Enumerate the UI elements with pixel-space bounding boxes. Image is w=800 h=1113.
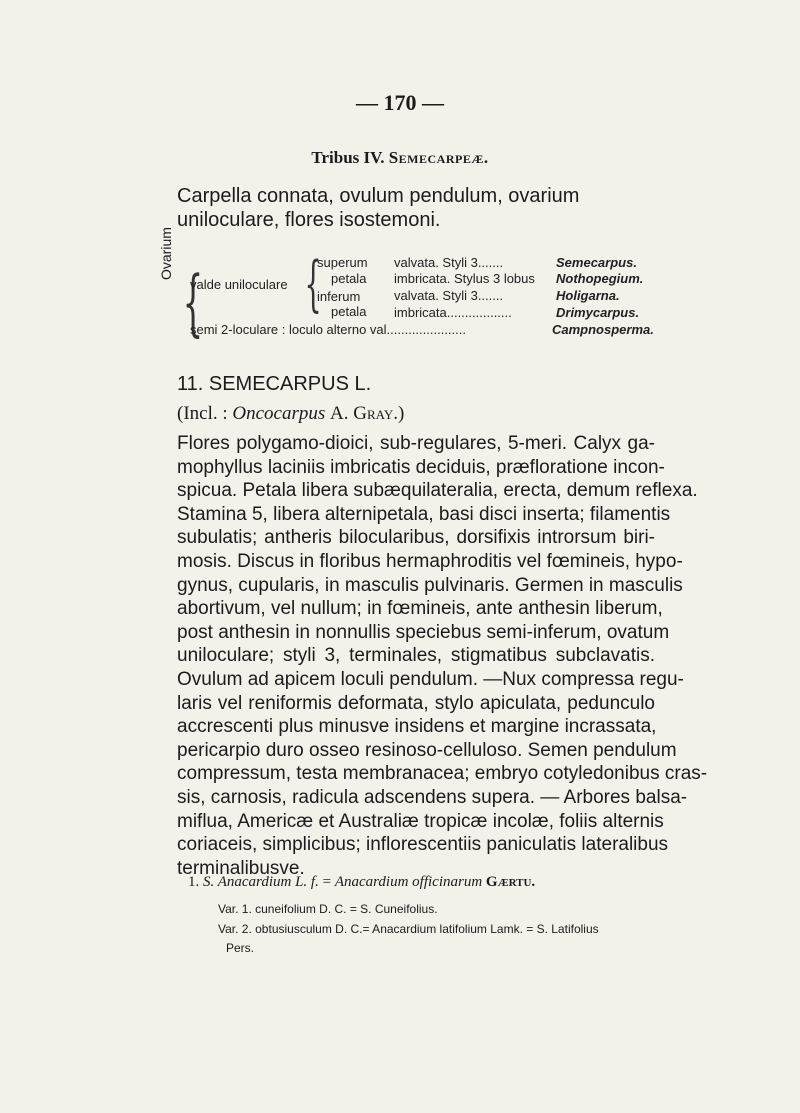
tribus-label: Tribus bbox=[311, 148, 360, 167]
key-row-4-b: imbricata.................. bbox=[394, 305, 512, 320]
desc-line: uniloculare; styli 3, terminales, stigmatibus subclavatis. bbox=[177, 645, 655, 667]
variety-1: Var. 1. cuneifolium D. C. = S. Cuneifolius. bbox=[218, 902, 438, 916]
key-row-2-genus: Nothopegium. bbox=[556, 271, 644, 286]
desc-line: abortivum, vel nullum; in fœmineis, ante anthesin liberum, bbox=[177, 598, 663, 620]
desc-line: Flores polygamo-dioici, sub-regulares, 5-meri. Calyx ga- bbox=[177, 433, 655, 454]
desc-line: Ovulum ad apicem loculi pendulum. —Nux compressa regu- bbox=[177, 668, 684, 690]
species-name: S. Anacardium L. f. bbox=[203, 874, 319, 890]
key-row-2-a: petala bbox=[331, 271, 367, 286]
key-side-label: Ovarium bbox=[158, 227, 174, 280]
key-brace-inner: { bbox=[304, 249, 322, 319]
desc-line: terminalibusve. bbox=[177, 857, 305, 879]
key-row-2-b: imbricata. Stylus 3 lobus bbox=[394, 271, 535, 286]
desc-line: Stamina 5, libera alternipetala, basi disci inserta; filamentis bbox=[177, 503, 671, 525]
desc-line: gynus, cupularis, in masculis pulvinaris. Germen in masculis bbox=[177, 574, 683, 596]
tribus-name: Semecarpeæ. bbox=[388, 148, 489, 167]
species-entry bbox=[188, 874, 535, 891]
key-row-3-b: valvata. Styli 3....... bbox=[394, 288, 504, 303]
tribus-intro: Carpella connata, ovulum pendulum, ovarium uniloculare, flores isostemoni. bbox=[177, 185, 580, 231]
key-row-4-a: petala bbox=[331, 304, 367, 319]
desc-line: mosis. Discus in floribus hermaphroditis vel fœmineis, hypo- bbox=[177, 550, 683, 572]
key-valde: valde uniloculare bbox=[190, 277, 288, 292]
desc-line: coriaceis, simplicibus; inflorescentiis paniculatis lateralibus bbox=[177, 834, 669, 856]
desc-line: laris vel reniformis deformata, stylo apiculata, pedunculo bbox=[177, 692, 655, 714]
species-eq: = bbox=[322, 874, 332, 890]
key-row-1-a: superum bbox=[317, 255, 368, 270]
key-row-4-genus: Drimycarpus. bbox=[556, 305, 640, 320]
variety-2-cont: Pers. bbox=[226, 941, 255, 955]
species-num: 1. bbox=[188, 874, 200, 890]
incl-author: A. Gray.) bbox=[330, 403, 405, 424]
species-author: Gærtu. bbox=[485, 874, 536, 890]
key-row-3-genus: Holigarna. bbox=[556, 288, 620, 303]
species-synonym: Anacardium officinarum bbox=[334, 874, 483, 890]
desc-line: pericarpio duro osseo resinoso-celluloso. Semen pendulum bbox=[177, 739, 677, 761]
key-semi: semi 2-loculare : loculo alterno val...................... bbox=[190, 322, 466, 337]
incl-name: Oncocarpus bbox=[232, 403, 326, 424]
key-semi-genus: Campnosperma. bbox=[552, 322, 654, 337]
desc-line: mophyllus laciniis imbricatis deciduis, præfloratione incon- bbox=[177, 456, 665, 478]
page-number: — 170 — bbox=[356, 90, 444, 115]
desc-line: compressum, testa membranacea; embryo cotyledonibus cras- bbox=[177, 763, 708, 785]
desc-line: post anthesin in nonnullis speciebus semi-inferum, ovatum bbox=[177, 621, 670, 643]
variety-2: Var. 2. obtusiusculum D. C.= Anacardium latifolium Lamk. = S. Latifolius bbox=[218, 922, 599, 936]
incl-prefix: (Incl. : bbox=[177, 403, 228, 424]
genus-heading: 11. SEMECARPUS L. bbox=[177, 373, 372, 395]
desc-line: subulatis; antheris bilocularibus, dorsifixis introrsum biri- bbox=[177, 527, 655, 549]
desc-line: sis, carnosis, radicula adscendens supera. — Arbores balsa- bbox=[177, 786, 688, 808]
key-row-1-b: valvata. Styli 3....... bbox=[394, 255, 504, 270]
key-row-3-a: inferum bbox=[317, 289, 361, 304]
genus-description bbox=[177, 432, 708, 880]
desc-line: accrescenti plus minusve insidens et margine incrassata, bbox=[177, 716, 657, 738]
desc-line: miflua, Americæ et Australiæ tropicæ incolæ, foliis alternis bbox=[177, 810, 664, 832]
desc-line: spicua. Petala libera subæquilateralia, erecta, demum reflexa. bbox=[177, 480, 698, 502]
key-row-1-genus: Semecarpus. bbox=[556, 255, 637, 270]
genus-inclusion bbox=[177, 403, 404, 425]
key-brace-outer: { bbox=[182, 260, 204, 344]
tribus-numeral: IV. bbox=[363, 148, 385, 167]
tribus-heading bbox=[0, 148, 800, 168]
